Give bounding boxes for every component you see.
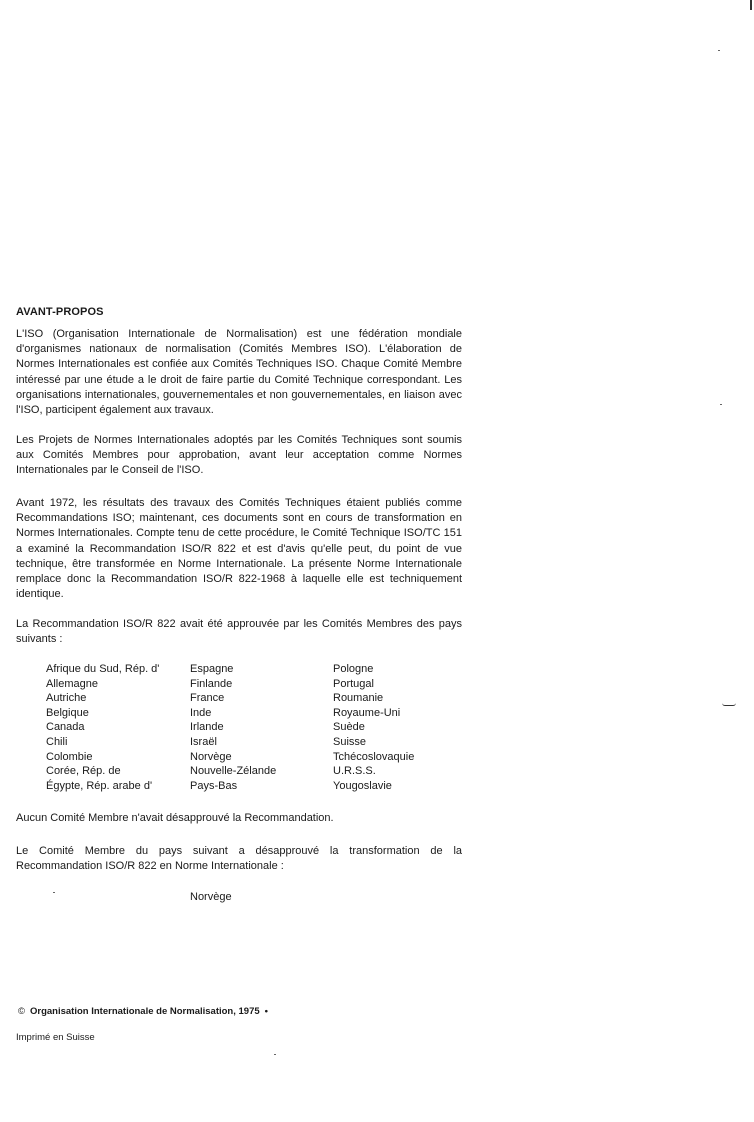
country-item: Royaume-Uni	[333, 706, 401, 719]
country-item: Allemagne	[46, 677, 98, 690]
copyright-symbol: ©	[18, 1006, 25, 1017]
country-item: Irlande	[190, 721, 224, 734]
country-item: Suisse	[333, 735, 367, 748]
country-item: Nouvelle-Zélande	[190, 765, 277, 778]
copyright-text: Organisation Internationale de Normalisation, 1975	[30, 1006, 260, 1017]
country-item: U.R.S.S.	[333, 765, 376, 778]
bullet-icon: •	[264, 1006, 268, 1017]
scan-mark-right	[722, 703, 736, 706]
copyright-line	[18, 1006, 268, 1017]
scan-speck	[274, 1054, 276, 1055]
country-item: Pologne	[333, 663, 374, 675]
country-column-1	[46, 662, 159, 793]
country-item: Norvège	[190, 750, 232, 763]
scan-speck	[720, 404, 722, 405]
country-item: Portugal	[333, 677, 374, 690]
paragraph-iso-intro: L'ISO (Organisation Internationale de Normalisation) est une fédération mondiale d'organismes nationaux de normalisation (Comités Membres ISO). L'élaboration de Normes Internationales est confiée aux Comités Techniques ISO. Chaque Comité Membre intéressé par une étude a le droit de faire partie du Comité Technique correspondant. Les organisations internationales, gouvernementales et non gouvernementales, en liaison avec l'ISO, participent également aux travaux.	[16, 328, 462, 417]
section-title: AVANT-PROPOS	[16, 306, 104, 318]
country-item: Tchécoslovaquie	[333, 750, 415, 763]
country-item: Canada	[46, 721, 85, 734]
paragraph-disapproval: Le Comité Membre du pays suivant a désapprouvé la transformation de la Recommandation ISO/R 822 en Norme Internationale :	[16, 845, 462, 873]
country-item: France	[190, 692, 225, 705]
country-item: Inde	[190, 706, 212, 719]
scan-speck	[718, 50, 720, 51]
scan-edge-mark	[750, 0, 752, 10]
country-item: Corée, Rép. de	[46, 765, 121, 778]
country-item: Espagne	[190, 663, 234, 675]
country-item: Chili	[46, 735, 68, 748]
country-item: Finlande	[190, 677, 233, 690]
paragraph-approving-countries: La Recommandation ISO/R 822 avait été approuvée par les Comités Membres des pays suivants :	[16, 618, 462, 646]
country-column-2	[190, 662, 276, 793]
country-column-3	[333, 662, 414, 793]
paragraph-approval: Les Projets de Normes Internationales adoptés par les Comités Techniques sont soumis aux Comités Membres pour approbation, avant leur acceptation comme Normes Internationales par le Conseil de l'ISO.	[16, 434, 462, 477]
paragraph-history: Avant 1972, les résultats des travaux des Comités Techniques étaient publiés comme Recommandations ISO; maintenant, ces documents sont en cours de transformation en Normes Internationales. Compte tenu de cette procédure, le Comité Technique ISO/TC 151 a examiné la Recommandation ISO/R 822 et est d'avis qu'elle peut, du point de vue technique, être transformée en Norme Internationale. La présente Norme Internationale remplace donc la Recommandation ISO/R 822-1968 à laquelle elle est techniquement identique.	[16, 497, 462, 601]
country-item: Suède	[333, 721, 365, 734]
country-item: Pays-Bas	[190, 779, 238, 792]
country-item: Colombie	[46, 750, 93, 763]
country-item: Égypte, Rép. arabe d'	[46, 779, 153, 792]
paragraph-no-disapproval: Aucun Comité Membre n'avait désapprouvé la Recommandation.	[16, 812, 334, 824]
country-item: Yougoslavie	[333, 779, 392, 792]
country-item: Belgique	[46, 706, 89, 719]
country-item: Autriche	[46, 692, 87, 705]
printed-in-note: Imprimé en Suisse	[16, 1032, 95, 1043]
scan-speck	[53, 892, 55, 893]
country-item: Israël	[190, 735, 217, 748]
dissenting-country: Norvège	[190, 891, 232, 903]
country-item: Afrique du Sud, Rép. d'	[46, 663, 160, 675]
country-item: Roumanie	[333, 692, 384, 705]
